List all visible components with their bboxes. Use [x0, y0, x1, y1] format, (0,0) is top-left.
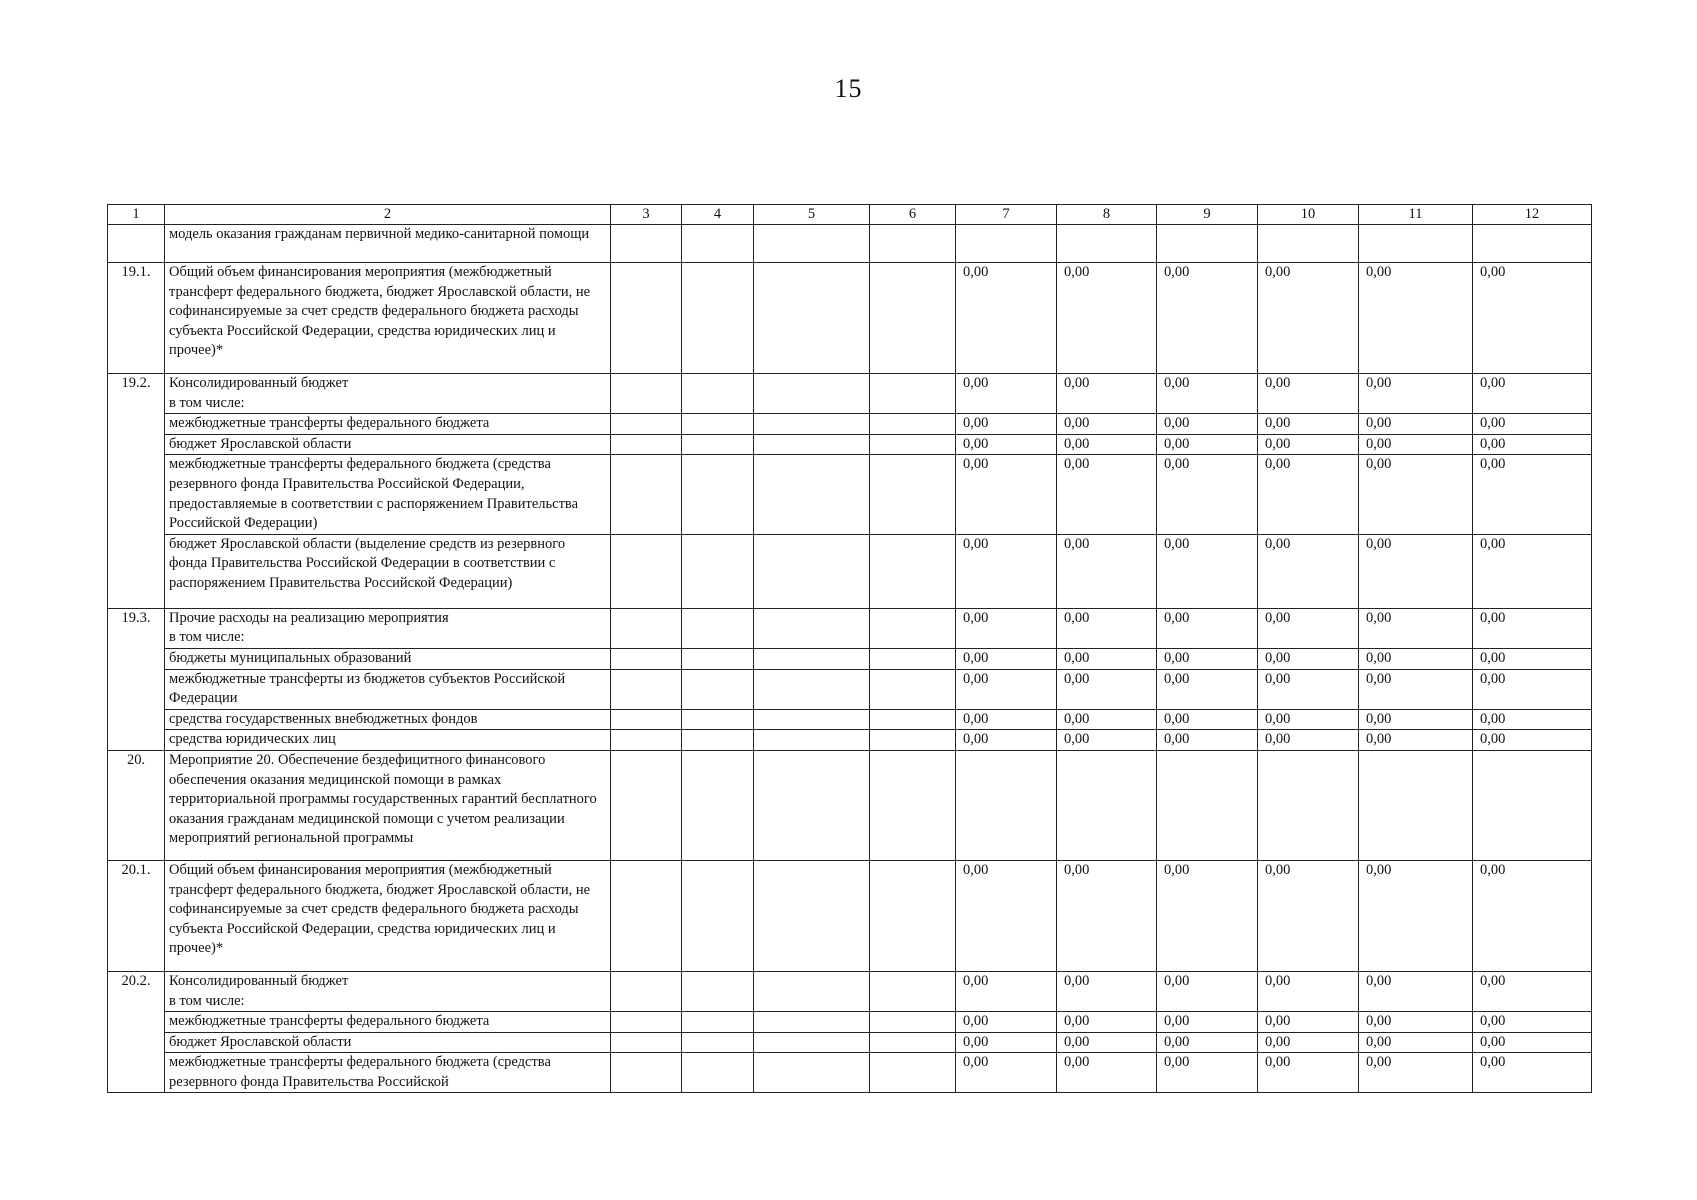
table-row — [108, 1032, 1592, 1053]
value-cell-col-11: 0,00 — [1359, 971, 1473, 1011]
value-cell-col-10: 0,00 — [1258, 1053, 1359, 1093]
value-cell-col-7: 0,00 — [956, 1053, 1057, 1093]
value-cell-col-12 — [1473, 225, 1592, 263]
value-cell-col-8: 0,00 — [1057, 414, 1157, 435]
value-cell-col-8: 0,00 — [1057, 608, 1157, 648]
empty-cell — [682, 1032, 754, 1053]
value-cell-col-10: 0,00 — [1258, 1012, 1359, 1033]
empty-cell — [611, 263, 682, 374]
empty-cell — [870, 1012, 956, 1033]
empty-cell — [754, 669, 870, 709]
row-description: межбюджетные трансферты федерального бюджета — [165, 1012, 611, 1033]
empty-cell — [870, 709, 956, 730]
empty-cell — [870, 434, 956, 455]
value-cell-col-8: 0,00 — [1057, 455, 1157, 534]
empty-cell — [754, 971, 870, 1011]
value-cell-col-10 — [1258, 750, 1359, 860]
row-description: средства юридических лиц — [165, 730, 611, 751]
table-row — [108, 608, 1592, 648]
value-cell-col-10: 0,00 — [1258, 971, 1359, 1011]
value-cell-col-10: 0,00 — [1258, 709, 1359, 730]
value-cell-col-9: 0,00 — [1157, 414, 1258, 435]
value-cell-col-11: 0,00 — [1359, 860, 1473, 971]
table-row — [108, 669, 1592, 709]
row-description: Мероприятие 20. Обеспечение бездефицитного финансового обеспечения оказания медицинской помощи в рамках территориальной программы государственных гарантий бесплатного оказания гражданам медицинской помощи с учетом реализации мероприятий региональной программы — [165, 750, 611, 860]
empty-cell — [870, 860, 956, 971]
empty-cell — [611, 1032, 682, 1053]
value-cell-col-12: 0,00 — [1473, 971, 1592, 1011]
row-description: Общий объем финансирования мероприятия (межбюджетный трансферт федерального бюджета, бюджет Ярославской области, не софинансируемые за счет средств федерального бюджета расходы субъекта Российской Федерации, средства юридических лиц и прочее)* — [165, 263, 611, 374]
value-cell-col-9: 0,00 — [1157, 648, 1258, 669]
value-cell-col-10: 0,00 — [1258, 374, 1359, 414]
empty-cell — [611, 374, 682, 414]
table-row — [108, 434, 1592, 455]
value-cell-col-7 — [956, 225, 1057, 263]
empty-cell — [611, 971, 682, 1011]
value-cell-col-12: 0,00 — [1473, 455, 1592, 534]
table-row — [108, 750, 1592, 860]
value-cell-col-12: 0,00 — [1473, 669, 1592, 709]
value-cell-col-9: 0,00 — [1157, 860, 1258, 971]
empty-cell — [611, 669, 682, 709]
value-cell-col-8: 0,00 — [1057, 1032, 1157, 1053]
empty-cell — [611, 709, 682, 730]
empty-cell — [870, 374, 956, 414]
value-cell-col-8: 0,00 — [1057, 669, 1157, 709]
value-cell-col-10 — [1258, 225, 1359, 263]
empty-cell — [682, 374, 754, 414]
row-description: межбюджетные трансферты федерального бюджета (средства резервного фонда Правительства Российской — [165, 1053, 611, 1093]
empty-cell — [754, 648, 870, 669]
empty-cell — [682, 225, 754, 263]
row-number: 19.1. — [108, 263, 165, 374]
table-row — [108, 1053, 1592, 1093]
row-number: 19.3. — [108, 608, 165, 750]
value-cell-col-9: 0,00 — [1157, 971, 1258, 1011]
column-header-2: 2 — [165, 205, 611, 225]
value-cell-col-8: 0,00 — [1057, 709, 1157, 730]
value-cell-col-7: 0,00 — [956, 669, 1057, 709]
empty-cell — [870, 263, 956, 374]
empty-cell — [611, 860, 682, 971]
page-number: 15 — [834, 74, 863, 103]
empty-cell — [870, 669, 956, 709]
value-cell-col-8: 0,00 — [1057, 374, 1157, 414]
row-description: бюджеты муниципальных образований — [165, 648, 611, 669]
row-description: бюджет Ярославской области — [165, 434, 611, 455]
row-description: межбюджетные трансферты из бюджетов субъектов Российской Федерации — [165, 669, 611, 709]
column-header-8: 8 — [1057, 205, 1157, 225]
value-cell-col-11: 0,00 — [1359, 1032, 1473, 1053]
value-cell-col-9: 0,00 — [1157, 455, 1258, 534]
row-number: 20.1. — [108, 860, 165, 971]
empty-cell — [754, 263, 870, 374]
empty-cell — [754, 534, 870, 608]
empty-cell — [870, 455, 956, 534]
table-row — [108, 709, 1592, 730]
empty-cell — [682, 750, 754, 860]
value-cell-col-10: 0,00 — [1258, 263, 1359, 374]
empty-cell — [682, 263, 754, 374]
empty-cell — [754, 434, 870, 455]
empty-cell — [611, 225, 682, 263]
value-cell-col-12: 0,00 — [1473, 860, 1592, 971]
value-cell-col-12: 0,00 — [1473, 648, 1592, 669]
value-cell-col-12: 0,00 — [1473, 730, 1592, 751]
financing-table — [107, 204, 1592, 1093]
value-cell-col-12: 0,00 — [1473, 608, 1592, 648]
column-header-10: 10 — [1258, 205, 1359, 225]
value-cell-col-10: 0,00 — [1258, 669, 1359, 709]
empty-cell — [754, 709, 870, 730]
value-cell-col-7: 0,00 — [956, 263, 1057, 374]
empty-cell — [754, 750, 870, 860]
empty-cell — [682, 709, 754, 730]
empty-cell — [611, 730, 682, 751]
table-row — [108, 534, 1592, 608]
value-cell-col-8: 0,00 — [1057, 648, 1157, 669]
empty-cell — [870, 225, 956, 263]
empty-cell — [754, 608, 870, 648]
empty-cell — [611, 750, 682, 860]
value-cell-col-8: 0,00 — [1057, 860, 1157, 971]
empty-cell — [870, 730, 956, 751]
table-header-row — [108, 205, 1592, 225]
value-cell-col-11: 0,00 — [1359, 608, 1473, 648]
empty-cell — [682, 971, 754, 1011]
row-description: средства государственных внебюджетных фондов — [165, 709, 611, 730]
value-cell-col-9: 0,00 — [1157, 669, 1258, 709]
value-cell-col-12: 0,00 — [1473, 414, 1592, 435]
value-cell-col-11: 0,00 — [1359, 648, 1473, 669]
value-cell-col-12: 0,00 — [1473, 263, 1592, 374]
empty-cell — [611, 414, 682, 435]
empty-cell — [754, 730, 870, 751]
value-cell-col-11: 0,00 — [1359, 434, 1473, 455]
empty-cell — [682, 434, 754, 455]
value-cell-col-11 — [1359, 750, 1473, 860]
empty-cell — [870, 750, 956, 860]
column-header-7: 7 — [956, 205, 1057, 225]
value-cell-col-12: 0,00 — [1473, 434, 1592, 455]
value-cell-col-12: 0,00 — [1473, 1012, 1592, 1033]
value-cell-col-11: 0,00 — [1359, 414, 1473, 435]
table-row — [108, 860, 1592, 971]
empty-cell — [754, 414, 870, 435]
value-cell-col-7: 0,00 — [956, 709, 1057, 730]
table-row — [108, 648, 1592, 669]
empty-cell — [870, 534, 956, 608]
empty-cell — [682, 534, 754, 608]
value-cell-col-9: 0,00 — [1157, 730, 1258, 751]
value-cell-col-7: 0,00 — [956, 414, 1057, 435]
empty-cell — [870, 648, 956, 669]
empty-cell — [682, 669, 754, 709]
empty-cell — [611, 1053, 682, 1093]
column-header-11: 11 — [1359, 205, 1473, 225]
empty-cell — [611, 455, 682, 534]
table-body — [108, 225, 1592, 1093]
row-description: Прочие расходы на реализацию мероприятия в том числе: — [165, 608, 611, 648]
value-cell-col-9: 0,00 — [1157, 1012, 1258, 1033]
empty-cell — [682, 608, 754, 648]
value-cell-col-10: 0,00 — [1258, 1032, 1359, 1053]
value-cell-col-11: 0,00 — [1359, 730, 1473, 751]
column-header-12: 12 — [1473, 205, 1592, 225]
value-cell-col-7: 0,00 — [956, 1032, 1057, 1053]
row-description: Общий объем финансирования мероприятия (межбюджетный трансферт федерального бюджета, бюджет Ярославской области, не софинансируемые за счет средств федерального бюджета расходы субъекта Российской Федерации, средства юридических лиц и прочее)* — [165, 860, 611, 971]
value-cell-col-11 — [1359, 225, 1473, 263]
value-cell-col-10: 0,00 — [1258, 455, 1359, 534]
value-cell-col-9 — [1157, 225, 1258, 263]
value-cell-col-11: 0,00 — [1359, 669, 1473, 709]
value-cell-col-11: 0,00 — [1359, 534, 1473, 608]
column-header-1: 1 — [108, 205, 165, 225]
value-cell-col-12 — [1473, 750, 1592, 860]
empty-cell — [682, 1053, 754, 1093]
value-cell-col-9: 0,00 — [1157, 534, 1258, 608]
value-cell-col-7: 0,00 — [956, 648, 1057, 669]
empty-cell — [870, 414, 956, 435]
empty-cell — [754, 1032, 870, 1053]
value-cell-col-7: 0,00 — [956, 730, 1057, 751]
value-cell-col-10: 0,00 — [1258, 648, 1359, 669]
row-number — [108, 225, 165, 263]
value-cell-col-10: 0,00 — [1258, 434, 1359, 455]
table-row — [108, 263, 1592, 374]
value-cell-col-11: 0,00 — [1359, 263, 1473, 374]
value-cell-col-10: 0,00 — [1258, 534, 1359, 608]
value-cell-col-10: 0,00 — [1258, 608, 1359, 648]
value-cell-col-7: 0,00 — [956, 608, 1057, 648]
value-cell-col-12: 0,00 — [1473, 1053, 1592, 1093]
column-header-9: 9 — [1157, 205, 1258, 225]
row-description: Консолидированный бюджет в том числе: — [165, 971, 611, 1011]
empty-cell — [611, 1012, 682, 1033]
row-description: Консолидированный бюджет в том числе: — [165, 374, 611, 414]
value-cell-col-9: 0,00 — [1157, 434, 1258, 455]
value-cell-col-8 — [1057, 750, 1157, 860]
value-cell-col-8: 0,00 — [1057, 434, 1157, 455]
table-row — [108, 455, 1592, 534]
value-cell-col-8: 0,00 — [1057, 1012, 1157, 1033]
empty-cell — [611, 434, 682, 455]
value-cell-col-8: 0,00 — [1057, 730, 1157, 751]
empty-cell — [754, 860, 870, 971]
empty-cell — [611, 608, 682, 648]
table-row — [108, 374, 1592, 414]
value-cell-col-9 — [1157, 750, 1258, 860]
value-cell-col-12: 0,00 — [1473, 534, 1592, 608]
value-cell-col-11: 0,00 — [1359, 455, 1473, 534]
value-cell-col-9: 0,00 — [1157, 263, 1258, 374]
value-cell-col-7 — [956, 750, 1057, 860]
value-cell-col-7: 0,00 — [956, 1012, 1057, 1033]
column-header-6: 6 — [870, 205, 956, 225]
table-row — [108, 225, 1592, 263]
row-number: 19.2. — [108, 374, 165, 609]
row-number: 20. — [108, 750, 165, 860]
value-cell-col-8: 0,00 — [1057, 534, 1157, 608]
row-description: бюджет Ярославской области — [165, 1032, 611, 1053]
empty-cell — [611, 534, 682, 608]
value-cell-col-9: 0,00 — [1157, 1032, 1258, 1053]
empty-cell — [870, 971, 956, 1011]
empty-cell — [754, 455, 870, 534]
row-number: 20.2. — [108, 971, 165, 1093]
table-row — [108, 971, 1592, 1011]
value-cell-col-8: 0,00 — [1057, 1053, 1157, 1093]
empty-cell — [754, 225, 870, 263]
empty-cell — [682, 1012, 754, 1033]
empty-cell — [682, 648, 754, 669]
row-description: межбюджетные трансферты федерального бюджета (средства резервного фонда Правительства Российской Федерации, предоставляемые в соответствии с распоряжением Правительства Российской Федерации) — [165, 455, 611, 534]
value-cell-col-10: 0,00 — [1258, 414, 1359, 435]
value-cell-col-7: 0,00 — [956, 860, 1057, 971]
empty-cell — [682, 455, 754, 534]
value-cell-col-11: 0,00 — [1359, 1012, 1473, 1033]
row-description: бюджет Ярославской области (выделение средств из резервного фонда Правительства Российской Федерации в соответствии с распоряжением Правительства Российской Федерации) — [165, 534, 611, 608]
column-header-4: 4 — [682, 205, 754, 225]
empty-cell — [682, 414, 754, 435]
empty-cell — [611, 648, 682, 669]
empty-cell — [870, 1032, 956, 1053]
value-cell-col-8: 0,00 — [1057, 263, 1157, 374]
empty-cell — [754, 374, 870, 414]
value-cell-col-11: 0,00 — [1359, 709, 1473, 730]
value-cell-col-7: 0,00 — [956, 455, 1057, 534]
table-row — [108, 730, 1592, 751]
empty-cell — [754, 1053, 870, 1093]
column-header-3: 3 — [611, 205, 682, 225]
value-cell-col-8 — [1057, 225, 1157, 263]
value-cell-col-7: 0,00 — [956, 534, 1057, 608]
empty-cell — [682, 730, 754, 751]
empty-cell — [870, 608, 956, 648]
value-cell-col-10: 0,00 — [1258, 860, 1359, 971]
value-cell-col-12: 0,00 — [1473, 374, 1592, 414]
value-cell-col-8: 0,00 — [1057, 971, 1157, 1011]
empty-cell — [754, 1012, 870, 1033]
column-header-5: 5 — [754, 205, 870, 225]
row-description: межбюджетные трансферты федерального бюджета — [165, 414, 611, 435]
row-description: модель оказания гражданам первичной медико-санитарной помощи — [165, 225, 611, 263]
value-cell-col-11: 0,00 — [1359, 374, 1473, 414]
value-cell-col-11: 0,00 — [1359, 1053, 1473, 1093]
empty-cell — [870, 1053, 956, 1093]
table-row — [108, 414, 1592, 435]
value-cell-col-12: 0,00 — [1473, 709, 1592, 730]
value-cell-col-10: 0,00 — [1258, 730, 1359, 751]
value-cell-col-7: 0,00 — [956, 374, 1057, 414]
value-cell-col-12: 0,00 — [1473, 1032, 1592, 1053]
value-cell-col-9: 0,00 — [1157, 709, 1258, 730]
empty-cell — [682, 860, 754, 971]
value-cell-col-9: 0,00 — [1157, 608, 1258, 648]
value-cell-col-7: 0,00 — [956, 971, 1057, 1011]
table-row — [108, 1012, 1592, 1033]
value-cell-col-7: 0,00 — [956, 434, 1057, 455]
value-cell-col-9: 0,00 — [1157, 374, 1258, 414]
value-cell-col-9: 0,00 — [1157, 1053, 1258, 1093]
